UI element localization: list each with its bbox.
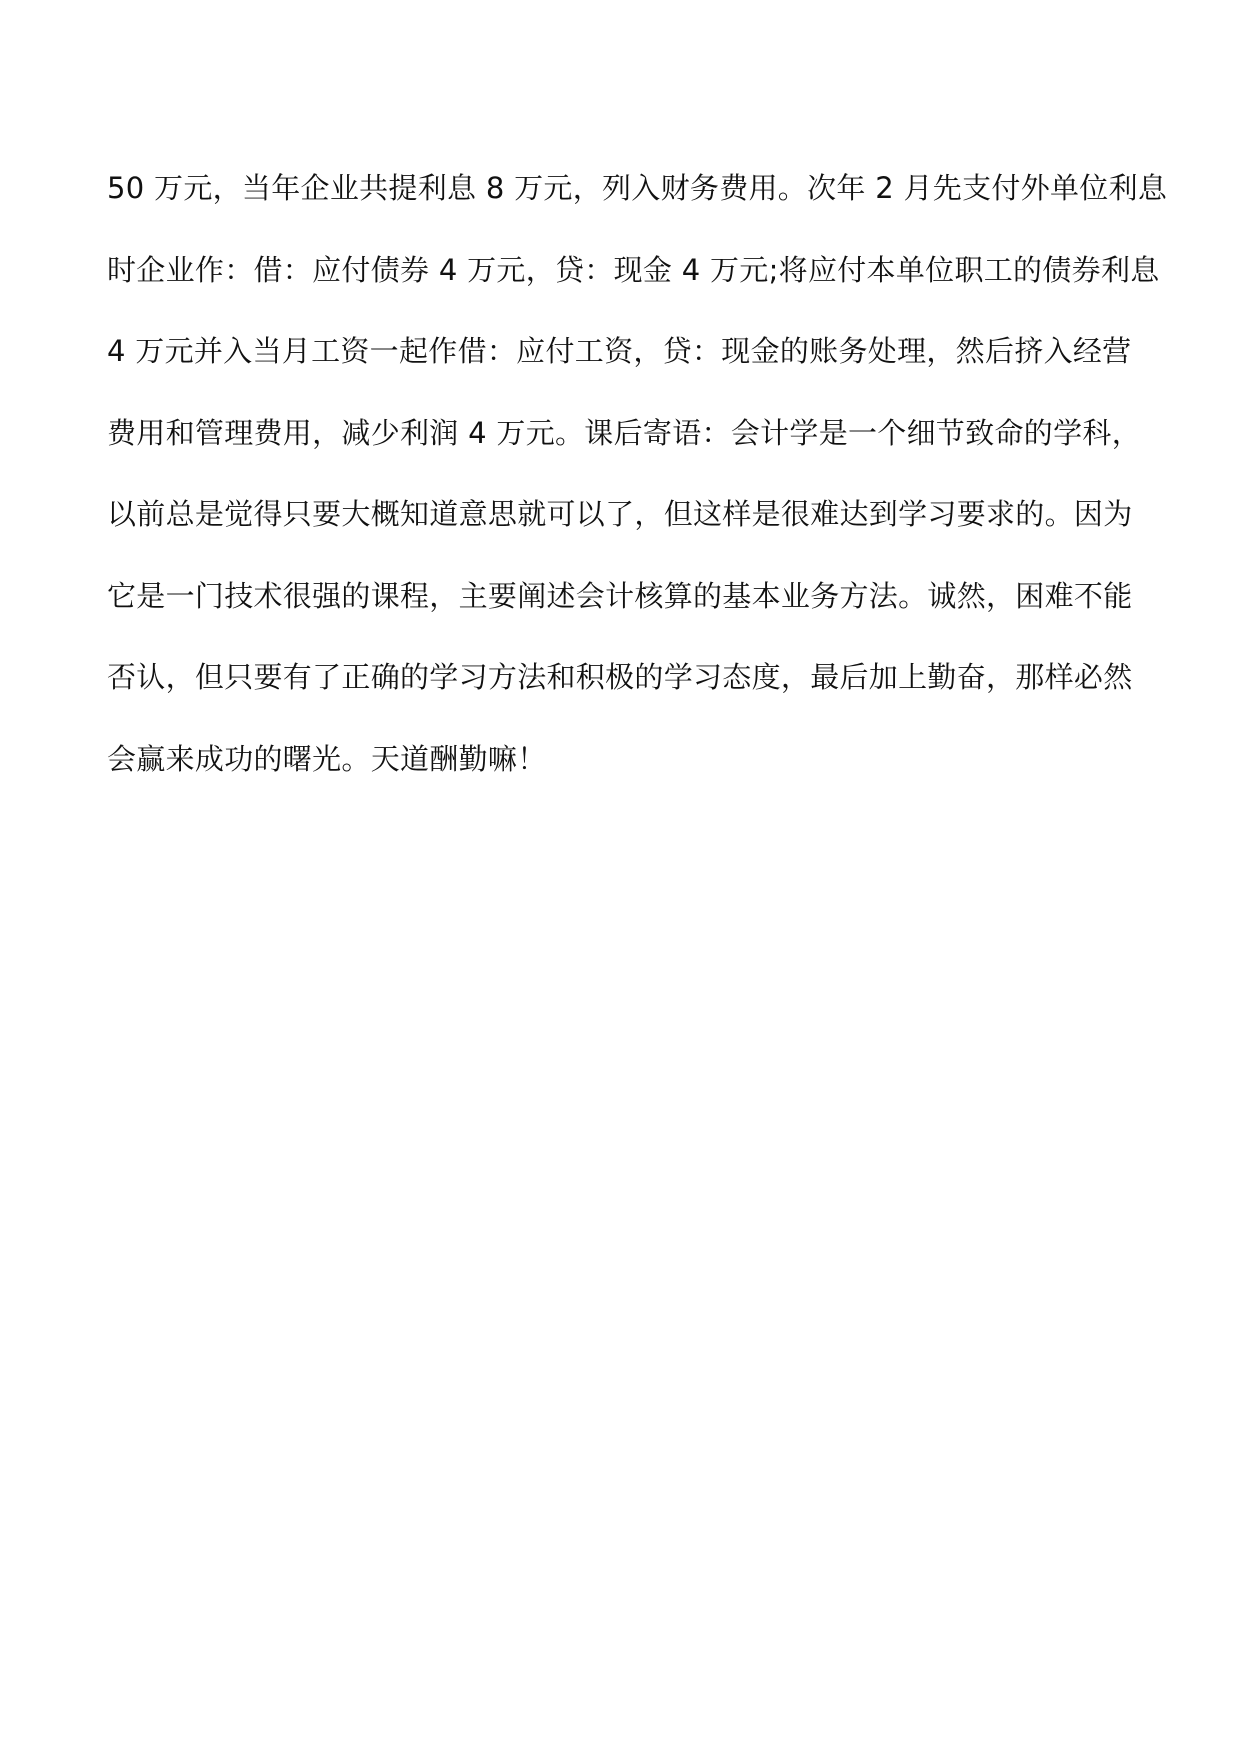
body-paragraph	[107, 160, 1168, 812]
text-line-8: 会赢来成功的曙光。天道酬勤嘛！	[107, 741, 547, 776]
text-line-1: 50 万元，当年企业共提利息 8 万元，列入财务费用。次年 2 月先支付外单位利息	[107, 171, 1168, 205]
text-line-2: 时企业作：借：应付债券 4 万元，贷：现金 4 万元;将应付本单位职工的债券利息	[107, 252, 1160, 287]
text-line-4: 费用和管理费用，减少利润 4 万元。课后寄语：会计学是一个细节致命的学科，	[107, 415, 1141, 450]
text-line-5: 以前总是觉得只要大概知道意思就可以了，但这样是很难达到学习要求的。因为	[107, 497, 1133, 531]
text-line-7: 否认，但只要有了正确的学习方法和积极的学习态度，最后加上勤奋，那样必然	[107, 660, 1133, 694]
text-line-6: 它是一门技术很强的课程，主要阐述会计核算的基本业务方法。诚然，困难不能	[107, 578, 1133, 613]
text-line-3: 4 万元并入当月工资一起作借：应付工资，贷：现金的账务处理，然后挤入经营	[107, 334, 1132, 368]
